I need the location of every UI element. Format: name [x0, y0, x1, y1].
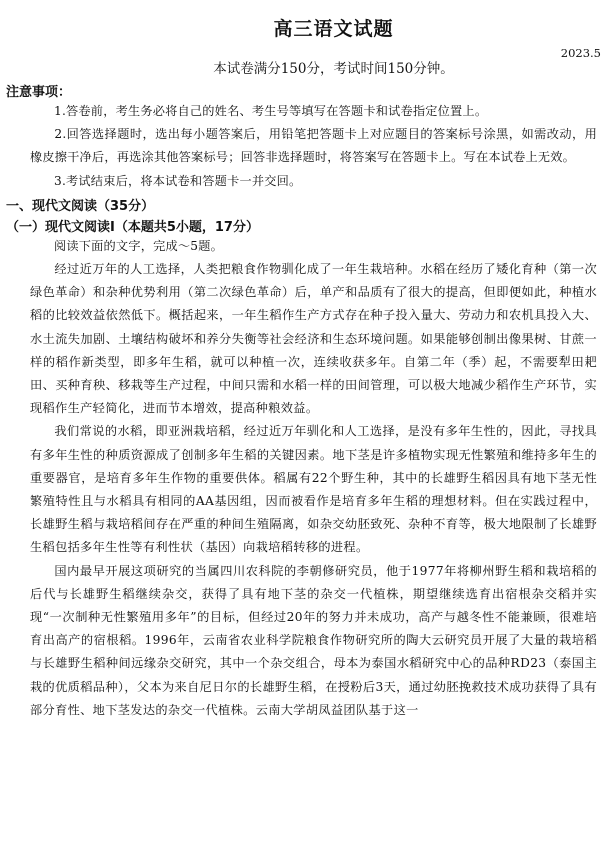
note-item-2: 2.回答选择题时，选出每小题答案后，用铅笔把答题卡上对应题目的答案标号涂黑，如需改动，用橡皮擦干净后，再选涂其他答案标号；回答非选择题时，将答案写在答题卡上。写在本试卷上无效。	[30, 127, 597, 165]
exam-date: 2023.5	[560, 46, 601, 60]
notes-heading: 注意事项：	[6, 85, 72, 100]
exam-title: 高三语文试题	[273, 18, 394, 40]
note-item-1: 1.答卷前，考生务必将自己的姓名、考生号等填写在答题卡和试卷指定位置上。	[54, 104, 488, 118]
passage-paragraph-1: 经过近万年的人工选择，人类把粮食作物驯化成了一年生栽培种。水稻在经历了矮化育种（第一次绿色革命）和杂种优势利用（第二次绿色革命）后，单产和品质有了很大的提高，但即便如此，种植水稻的比较效益依然低下。概括起来，一年生稻作生产方式存在种子投入量大、劳动力和农机具投入大、水土流失加剧、土壤结构破坏和养分失衡等社会经济和生态环境问题。如果能够创制出像果树、甘蔗一样的稻作新类型，即多年生稻，就可以种植一次，连续收获多年。自第二年（季）起，不需要犁田耙田、买种育秧、移栽等生产过程，中间只需和水稻一样的田间管理，可以极大地减少稻作生产环节，实现稻作生产轻简化，进而节本增效，提高种粮效益。	[30, 262, 597, 416]
section-heading: 一、现代文阅读（35分）	[6, 198, 155, 214]
note-item-3: 3.考试结束后，将本试卷和答题卡一并交回。	[54, 173, 302, 188]
passage-paragraph-3: 国内最早开展这项研究的当属四川农科院的李朝修研究员，他于1977年将柳州野生稻和栽培稻的后代与长雄野生稻继续杂交，获得了具有地下茎的杂交一代植株，期望继续选育出宿根杂交稻并实现“一次制种无性繁殖用多年”的目标，但经过20年的努力并未成功，高产与越冬性不能兼顾，很难培育出高产的宿根稻。1996年，云南省农业科学院粮食作物研究所的陶大云研究员开展了大量的栽培稻与长雄野生稻种间远缘杂交研究，其中一个杂交组合，母本为泰国水稻研究中心的品种RD23（泰国主栽的优质稻品种），父本为来自尼日尔的长雄野生稻，在授粉后3天，通过幼胚挽救技术成功获得了具有部分育性、地下茎发达的杂交一代植株。云南大学胡凤益团队基于这一	[30, 563, 597, 717]
section-subheading: （一）现代文阅读I（本题共5小题，17分）	[6, 219, 259, 235]
reading-instruction: 阅读下面的文字，完成～5题。	[54, 238, 223, 253]
passage-paragraph-2: 我们常说的水稻，即亚洲栽培稻，经过近万年驯化和人工选择，是没有多年生性的，因此，寻找具有多年生性的种质资源成了创制多年生稻的关键因素。地下茎是许多植物实现无性繁殖和维持多年生的重要器官，是培育多年生作物的重要供体。稻属有22个野生种，其中的长雄野生稻因具有地下茎无性繁殖特性且与水稻具有相同的AA基因组，因而被看作是培育多年生稻的理想材料。但在实践过程中，长雄野生稻与栽培稻间存在严重的种间生殖隔离，如杂交幼胚致死、杂种不育等，极大地限制了长雄野生稻包括多年生性等有利性状（基因）向栽培稻转移的进程。	[30, 424, 597, 555]
exam-info: 本试卷满分150分，考试时间150分钟。	[213, 61, 454, 77]
